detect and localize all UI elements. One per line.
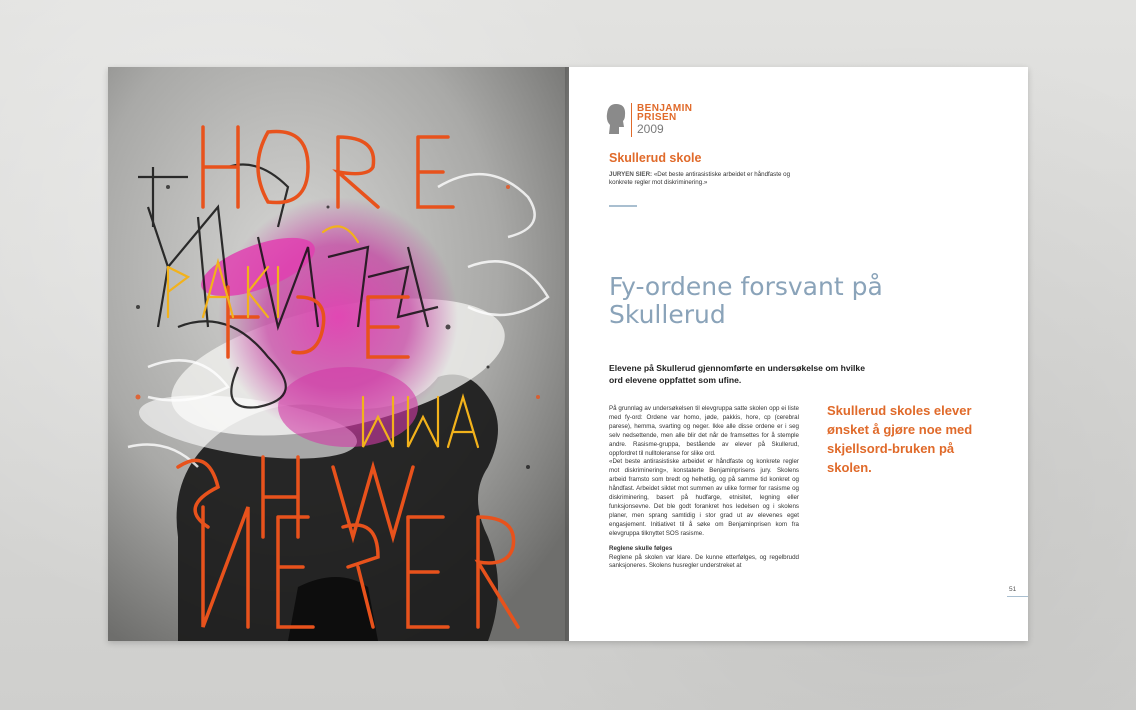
logo-line-2: PRISEN [637, 112, 677, 123]
pull-quote: Skullerud skoles elever ønsket å gjøre noe med skjellsord-bruken på skolen. [827, 403, 973, 475]
logo-divider [631, 103, 632, 137]
text-page [569, 67, 1028, 641]
body-subhead: Reglene skulle følges [609, 544, 673, 552]
body-paragraph-2: «Det beste antirasistiske arbeidet er håndfaste og konkrete regler mot diskriminering», konstaterte Benjaminprisens jury. Skolens arbeid framsto som bredt og helhetlig, og på samme tid konkret og håndfast. Arbeidet siktet mot summen av ulike former for rasisme og diskriminering, basert på hudfarge, etnisitet, legning eller funksjonsevne. Det ble godt forankret hos ledelsen og i skolens planer, men sprang samtidig i stor grad ut av elevenes eget engasjement. Initiativet til å søke om Benjaminprisen kom fra elevgruppa tilknyttet SOS rasisme. [609, 458, 799, 537]
benjaminprisen-logo [605, 101, 725, 141]
school-name: Skullerud skole [609, 151, 702, 165]
jury-statement [609, 171, 809, 187]
logo-line-1: BENJAMIN [637, 103, 693, 114]
article-intro: Elevene på Skullerud gjennomførte en undersøkelse om hvilke ord elevene oppfattet som ufine. [609, 363, 865, 385]
page-number: 51 [1009, 586, 1017, 593]
section-rule [609, 205, 637, 207]
graffiti-artwork [108, 67, 569, 641]
article-headline: Fy-ordene forsvant på Skullerud [609, 272, 883, 329]
page-number-rule [1007, 596, 1028, 597]
body-paragraph-3: Reglene på skolen var klare. De kunne etterfølges, og regelbrudd sanksjoneres. Skolens husregler understreket at [609, 553, 799, 570]
logo-year: 2009 [637, 122, 664, 136]
magazine-spread [108, 67, 1028, 641]
artwork-page [108, 67, 569, 641]
jury-label: JURYEN SIER: [609, 171, 653, 178]
article-body [609, 405, 799, 571]
body-paragraph-1: På grunnlag av undersøkelsen til elevgruppa satte skolen opp ei liste med fy-ord: Ordene var homo, jøde, pakkis, hore, cp (cerebral parese), hemma, svarting og neger. Ikke alle disse ordene er i seg selv nedsettende, men alle blir det når de framsettes for å stemple andre. Rasisme-gruppa, bestående av elever på Skullerud, oppfordret til nulltoleranse for slike ord. [609, 405, 799, 457]
head-silhouette-icon [605, 103, 627, 135]
jury-quote: «Det beste antirasistiske arbeidet er håndfaste og konkrete regler mot diskriminering.» [609, 171, 791, 186]
